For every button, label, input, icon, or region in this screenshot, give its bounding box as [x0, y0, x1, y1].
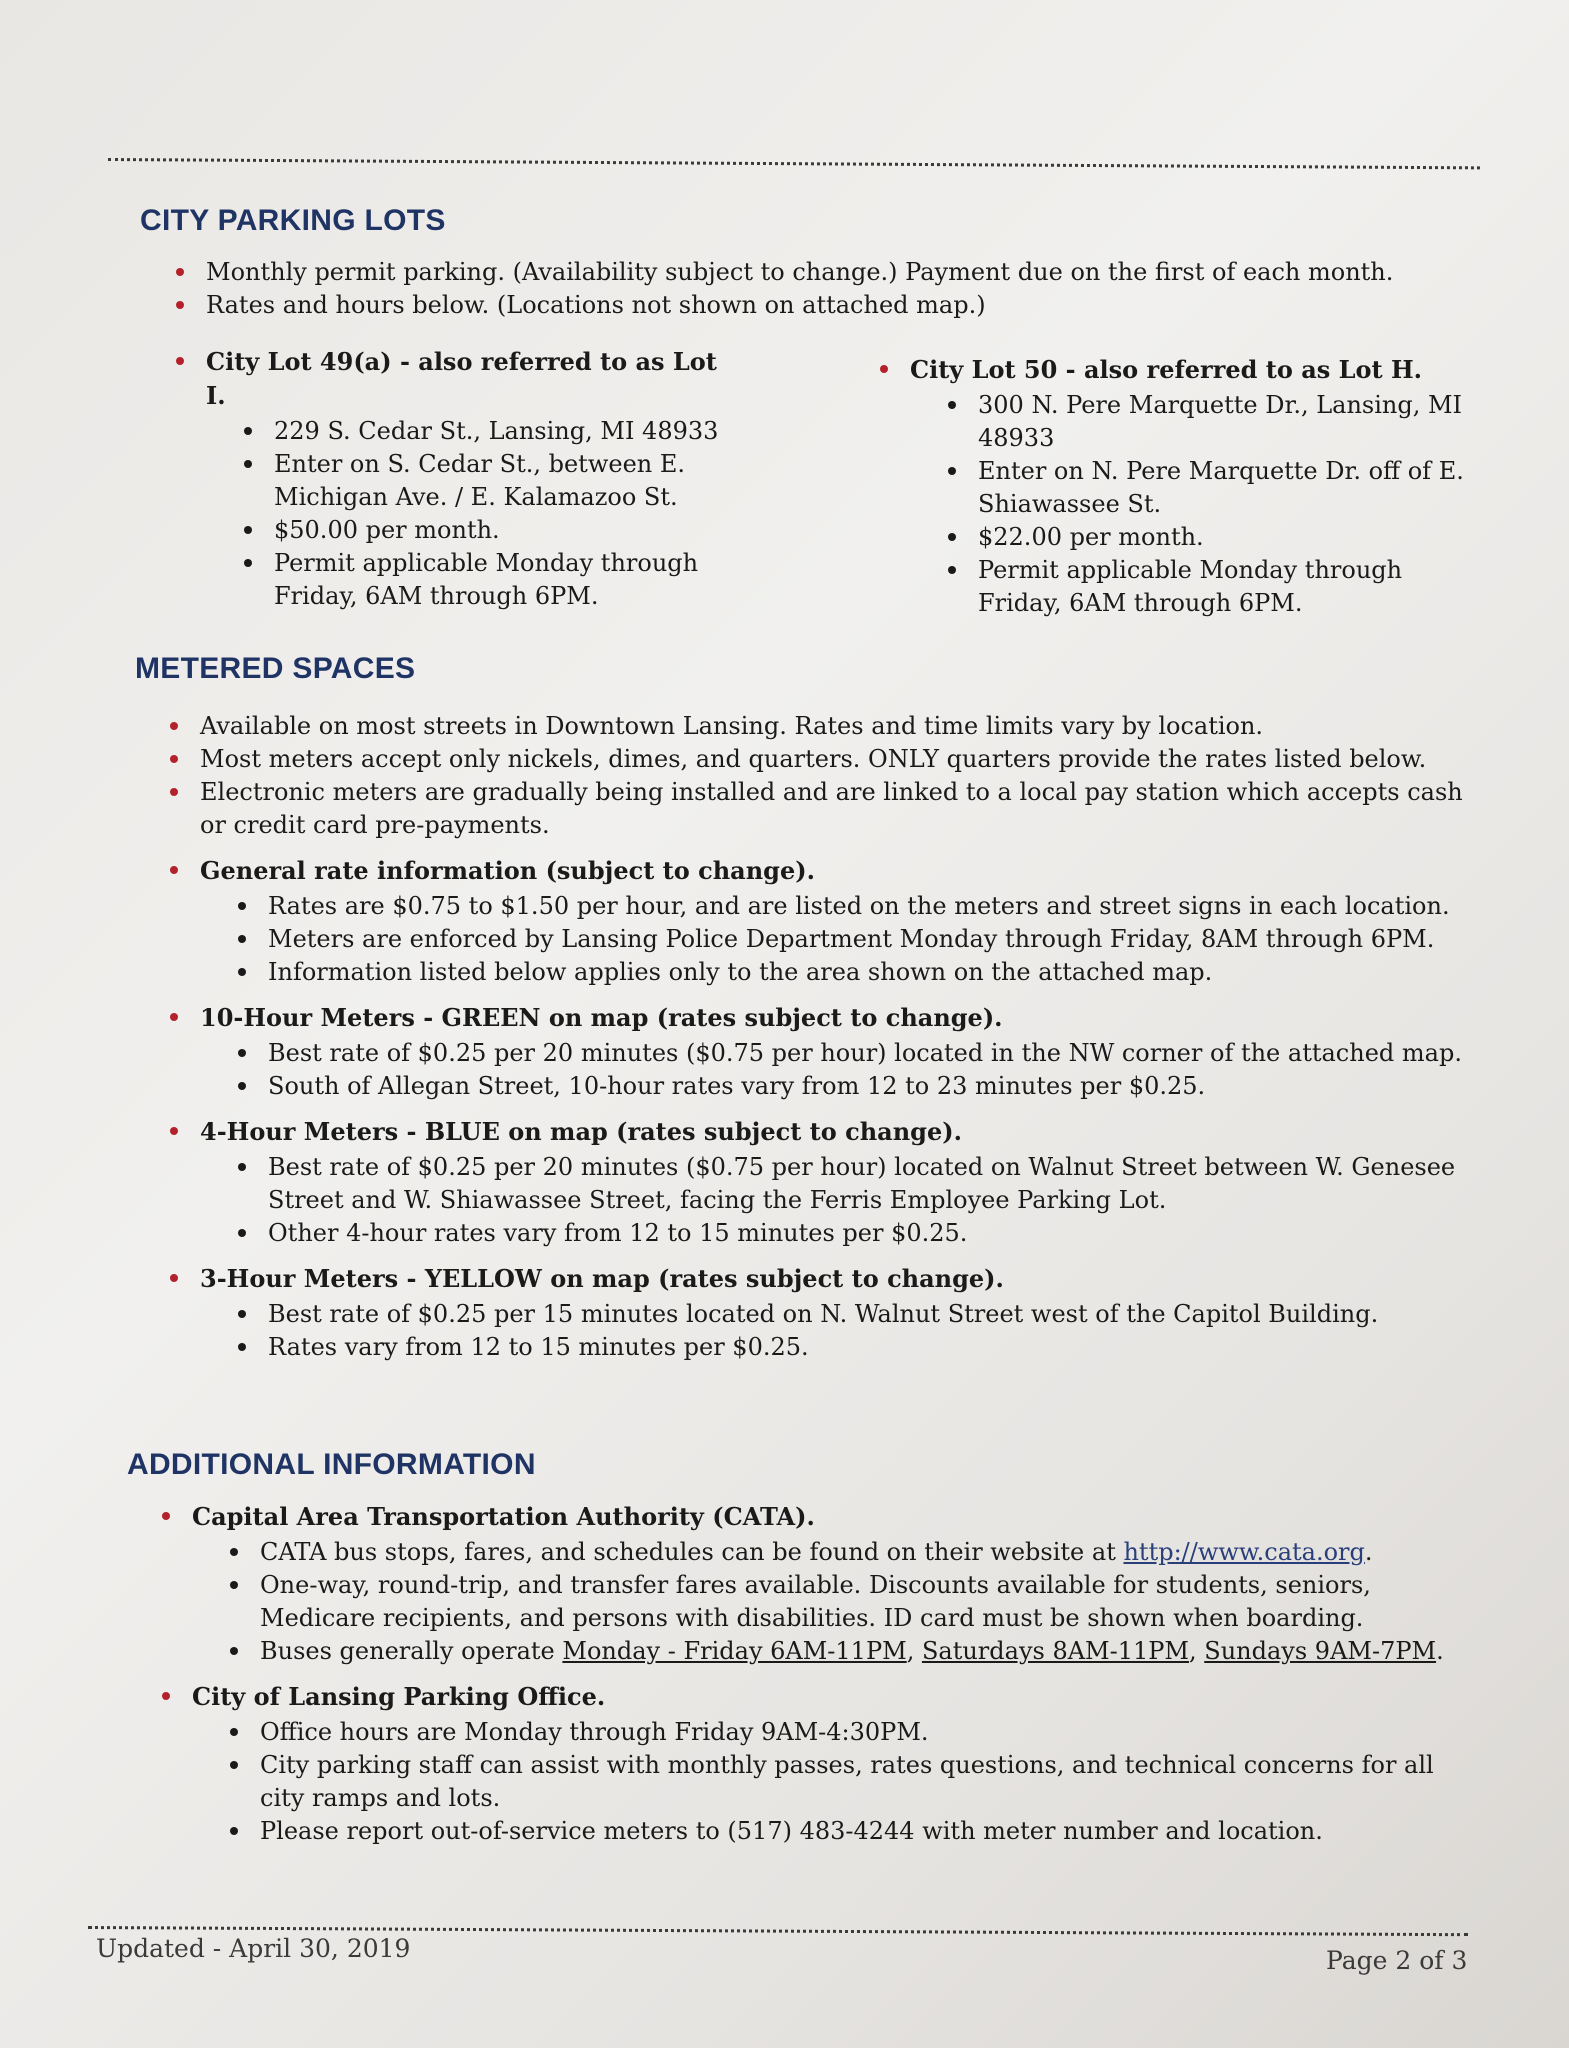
list-item: Office hours are Monday through Friday 9AM-4:30PM.: [226, 1716, 1468, 1749]
general-rate-title: General rate information (subject to change).: [200, 856, 815, 885]
additional-information-block: [158, 1500, 1468, 1848]
separator: ,: [1189, 1637, 1205, 1665]
lot-49-block: [172, 345, 732, 613]
list-item: [226, 1536, 1468, 1569]
list-item: Other 4-hour rates vary from 12 to 15 minutes per $0.25.: [234, 1217, 1466, 1250]
punctuation: .: [1436, 1637, 1444, 1665]
list-item: Best rate of $0.25 per 20 minutes ($0.75 per hour) located on Walnut Street between W. Genesee Street and W. Shiawassee Street, facing the Ferris Employee Parking Lot.: [234, 1151, 1466, 1217]
weekday-hours: Monday - Friday 6AM-11PM: [562, 1637, 907, 1665]
city-parking-lots-heading: CITY PARKING LOTS: [140, 204, 446, 237]
lot-50-block: [876, 353, 1466, 620]
four-hour-meters-title: 4-Hour Meters - BLUE on map (rates subject to change).: [200, 1117, 962, 1146]
parking-office-title: City of Lansing Parking Office.: [192, 1682, 606, 1711]
list-item: Best rate of $0.25 per 15 minutes located on N. Walnut Street west of the Capitol Building.: [234, 1298, 1466, 1331]
list-item: Enter on S. Cedar St., between E. Michigan Ave. / E. Kalamazoo St.: [240, 448, 732, 514]
ten-hour-meters-title: 10-Hour Meters - GREEN on map (rates subject to change).: [200, 1003, 1003, 1032]
list-item: Available on most streets in Downtown Lansing. Rates and time limits vary by location.: [166, 710, 1466, 743]
list-item: Electronic meters are gradually being installed and are linked to a local pay station which accepts cash or credit card pre-payments.: [166, 776, 1466, 842]
list-item: 300 N. Pere Marquette Dr., Lansing, MI 48933: [944, 389, 1466, 455]
list-item: Permit applicable Monday through Friday, 6AM through 6PM.: [240, 547, 732, 613]
sunday-hours: Sundays 9AM-7PM: [1204, 1637, 1437, 1665]
list-item: One-way, round-trip, and transfer fares available. Discounts available for students, seniors, Medicare recipients, and persons with disabilities. ID card must be shown when boarding.: [226, 1569, 1468, 1635]
updated-date: Updated - April 30, 2019: [96, 1934, 411, 1963]
page-number: Page 2 of 3: [1326, 1946, 1468, 1975]
list-item: Meters are enforced by Lansing Police Department Monday through Friday, 8AM through 6PM.: [234, 923, 1466, 956]
cata-website-link[interactable]: http://www.cata.org: [1123, 1538, 1365, 1566]
list-item: City parking staff can assist with monthly passes, rates questions, and technical concerns for all city ramps and lots.: [226, 1749, 1468, 1815]
list-item: Most meters accept only nickels, dimes, and quarters. ONLY quarters provide the rates listed below.: [166, 743, 1466, 776]
lot-50-title: City Lot 50 - also referred to as Lot H.: [910, 355, 1422, 384]
cata-title: Capital Area Transportation Authority (CATA).: [192, 1502, 815, 1531]
city-lots-intro: [172, 256, 1432, 322]
list-item: Rates and hours below. (Locations not shown on attached map.): [172, 289, 1432, 322]
cata-website-text: CATA bus stops, fares, and schedules can be found on their website at: [260, 1538, 1124, 1566]
separator: ,: [906, 1637, 922, 1665]
list-item: Permit applicable Monday through Friday, 6AM through 6PM.: [944, 554, 1466, 620]
bus-hours-text: Buses generally operate: [260, 1637, 563, 1665]
list-item: South of Allegan Street, 10-hour rates vary from 12 to 23 minutes per $0.25.: [234, 1070, 1466, 1103]
list-item: Information listed below applies only to the area shown on the attached map.: [234, 956, 1466, 989]
list-item: Best rate of $0.25 per 20 minutes ($0.75 per hour) located in the NW corner of the attached map.: [234, 1037, 1466, 1070]
list-item: $50.00 per month.: [240, 514, 732, 547]
additional-information-heading: ADDITIONAL INFORMATION: [127, 1448, 536, 1481]
top-dotted-rule: [108, 158, 1480, 169]
list-item: 229 S. Cedar St., Lansing, MI 48933: [240, 415, 732, 448]
three-hour-meters-title: 3-Hour Meters - YELLOW on map (rates subject to change).: [200, 1264, 1004, 1293]
list-item: Monthly permit parking. (Availability subject to change.) Payment due on the first of each month.: [172, 256, 1432, 289]
metered-spaces-heading: METERED SPACES: [135, 652, 416, 685]
list-item: Rates are $0.75 to $1.50 per hour, and are listed on the meters and street signs in each location.: [234, 890, 1466, 923]
list-item: Please report out-of-service meters to (517) 483-4244 with meter number and location.: [226, 1815, 1468, 1848]
list-item: $22.00 per month.: [944, 521, 1466, 554]
list-item: Enter on N. Pere Marquette Dr. off of E. Shiawassee St.: [944, 455, 1466, 521]
punctuation: .: [1364, 1538, 1373, 1566]
lot-49-title: City Lot 49(a) - also referred to as Lot I.: [206, 347, 717, 410]
metered-spaces-block: [166, 710, 1466, 1364]
list-item: [226, 1635, 1468, 1668]
list-item: Rates vary from 12 to 15 minutes per $0.25.: [234, 1331, 1466, 1364]
saturday-hours: Saturdays 8AM-11PM: [921, 1637, 1189, 1665]
